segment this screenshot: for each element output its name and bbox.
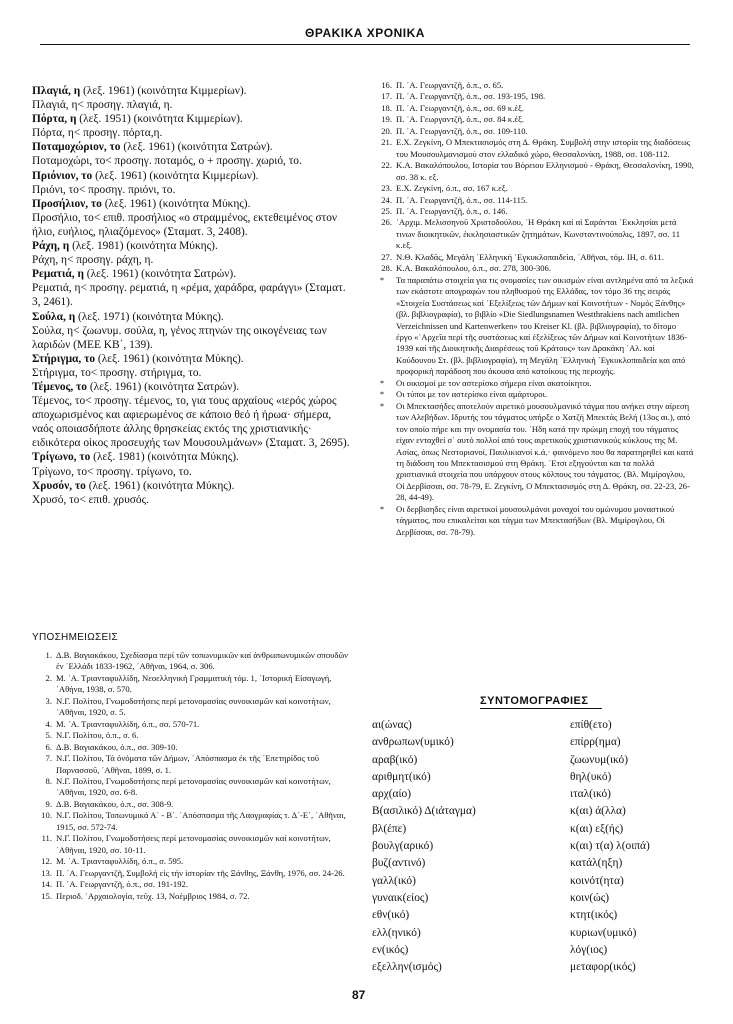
footnote-text: Ν.Γ. Πολίτου, Γνωμοδοτήσεις περί μετονομασίας συνοικισμῶν καί κοινοτήτων, ΄Αθῆναι, 1920, σσ. 10-11. — [56, 833, 331, 855]
entry-heading-line — [32, 380, 354, 394]
entry-heading-line — [32, 112, 354, 126]
entry-heading-line — [32, 310, 354, 324]
footnote-number: 24. — [381, 194, 392, 205]
footnote — [372, 389, 694, 400]
footnote-number: 16. — [381, 80, 392, 90]
footnote — [32, 776, 354, 799]
abbreviation: θηλ(υκό) — [570, 770, 612, 783]
entry-heading-line — [32, 479, 354, 493]
footnote-text: Ν.Θ. Κλαδᾶς, Μεγάλη ΄Ελληνική ΄Εγκυκλοπαιδεία, ΄Αθῆναι, τόμ. ΙΗ, σ. 611. — [396, 251, 664, 262]
entry-body: Ρεματιά, η< προσηγ. ρεματιά, η «ρέμα, χαράδρα, φαράγγι» (Σταματ. 3, 2461). — [32, 282, 346, 309]
entry — [32, 169, 354, 197]
entry-meta: (λεξ. 1961) (κοινότητα Μύκης). — [95, 352, 244, 365]
footnote-text: Ν.Γ. Πολίτου, ό.π., σ. 6. — [56, 730, 139, 741]
entry-meta: (λεξ. 1961) (κοινότητα Σατρών). — [83, 268, 237, 281]
abbreviation: επίθ(ετο) — [570, 719, 612, 731]
footnote — [372, 195, 694, 206]
footnote-text: Ν.Γ. Πολίτου, Τοπωνυμικά Α΄ - Β΄. ΄Απόσπασμα τῆς Λαογραφίας τ. Δ΄-Ε΄, ΄Αθῆναι, 1915, σσ. 572-74. — [56, 810, 346, 832]
footnote-number: * — [379, 400, 385, 411]
footnote-text: Μ. ΄Α. Τριανταφυλλίδη, Νεοελληνική Γραμματική τόμ. 1, ΄Ιστορική Εἰσαγωγή, ΄Αθήνα, 1938, σ. 570. — [56, 672, 332, 695]
footnote-text: Ε.Χ. Ζεγκίνη, ό.π., σσ. 167 κ.εξ. — [396, 183, 508, 194]
footnote-text: Π. ΄Α. Γεωργαντζῆ, ό.π., σ. 146. — [396, 205, 508, 216]
footnote — [32, 742, 354, 753]
footnote — [32, 856, 354, 867]
entry-head: Σούλα, η — [32, 310, 76, 323]
footnote-number: * — [379, 503, 385, 514]
footnote — [32, 696, 354, 719]
abbreviations-right — [570, 717, 650, 976]
footnote-text: Ν.Γ. Πολίτου, Τά ὀνόματα τῶν Δήμων, ΄Απόσπασμα ἐκ τῆς ΄Επετηρίδος τοῦ Παρνασσοῦ, ΄Αθῆναι, 1899, σ. 1. — [56, 753, 320, 775]
entry-heading-line — [32, 169, 354, 183]
entry-body: Στήριγμα, το< προσηγ. στήριγμα, το. — [32, 366, 202, 379]
abbreviations-rule — [480, 708, 602, 709]
abbreviation: κοινότ(ητα) — [570, 874, 624, 887]
footnote-number: 5. — [45, 730, 52, 741]
abbreviation: κ(αι) τ(α) λ(οιπά) — [570, 840, 650, 853]
entry-head: Στήριγμα, το — [32, 352, 96, 365]
abbreviation: αι(ώνας) — [372, 719, 412, 731]
footnote — [372, 103, 694, 114]
entry-head: Ποταμοχώριον, το — [32, 141, 121, 154]
entry — [32, 267, 354, 309]
footnote — [372, 378, 694, 389]
footnote — [372, 275, 694, 378]
entry — [32, 380, 354, 450]
footnote-text: Π. ΄Α. Γεωργαντζῆ, ό.π., σσ. 109-110. — [396, 125, 528, 136]
footnote-number: 26. — [381, 217, 392, 228]
footnote-number: 11. — [41, 833, 52, 844]
abbreviation: κοιν(ώς) — [570, 891, 609, 904]
entry-meta: (λεξ. 1961) (κοινότητα Μύκης). — [101, 197, 251, 210]
footnote-text: Π. ΄Α. Γεωργαντζῆ, ό.π., σσ. 114-115. — [396, 194, 528, 205]
footnote — [372, 137, 694, 160]
entry-heading-line — [32, 267, 354, 281]
footnote-text: Οι δερβισηδες είναι αιρετικοί μουσουλμάνοι μοναχοί του ομώνυμου μοναστικού τάγματος, που επικαλείται και τάγμα των Μπεκτασήδων (Βλ. Μιμίρογλου, Οἱ Δερβίσσαι, σσ. 78-79). — [396, 503, 675, 537]
entry-meta: (λεξ. 1981) (κοινότητα Μύκης). — [69, 240, 218, 253]
entry-meta: (λεξ. 1961) (κοινότητα Σατρών). — [120, 141, 273, 154]
entry-head: Ράχη, η — [32, 240, 70, 253]
footnote — [32, 730, 354, 741]
abbreviations-title: ΣΥΝΤΟΜΟΓΡΑΦΙΕΣ — [480, 695, 589, 707]
entry-meta: (λεξ. 1961) (κοινότητα Σατρών). — [86, 380, 240, 393]
footnote-number: 28. — [381, 263, 392, 274]
footnote-text: Δ.Β. Βαγιακάκου, Σχεδίασμα περί τῶν τοπωνυμικῶν καί ἀνθρωπωνυμικῶν σπουδῶν ἐν ΄Ελλάδι 1833-1962, ΄Αθῆναι, 1964, σ. 306. — [56, 650, 349, 672]
abbreviation: κατάλ(ηξη) — [570, 857, 623, 870]
footnote — [32, 799, 354, 810]
footnote-number: 17. — [381, 91, 392, 102]
abbreviation: ελλ(ηνικό) — [372, 926, 421, 939]
footnote-text: Κ.Α. Βακαλόπουλου, Ιστορία του Βόρειου Ελληνισμού - Θράκη, Θεσσαλονίκη, 1990, σσ. 38 κ. εξ. — [396, 160, 694, 182]
footnote-text: Δ.Β. Βαγιακάκου, ό.π., σσ. 309-10. — [56, 741, 178, 752]
footnote — [372, 114, 694, 125]
footnote-text: Μ. ΄Α. Τριανταφυλλίδη, ό.π., σσ. 570-71. — [56, 718, 200, 729]
footnote-text: Κ.Α. Βακαλόπουλου, ό.π., σσ. 278, 300-306. — [396, 263, 551, 274]
footnote-number: 22. — [381, 160, 392, 171]
footnote-number: * — [379, 377, 385, 388]
footnote — [372, 126, 694, 137]
footnote-number: 15. — [41, 890, 52, 901]
abbreviation: αραβ(ικό) — [372, 753, 418, 766]
footnote-text: Τα παραπάτω στοιχεία για τις ονομασίες των οικισμών είναι αντλημένα από τα λεξικά των εκάστοτε απογραφών του πληθυσμού της Ελλάδας, τον τόμο 36 της σειράς «Στοιχεία Συστάσεως καί ΄Εξελίξεως τῶν Δήμων καί Κοινοτήτων - Νομός Ξάνθης» (βλ. βιβλιογραφία), το βιβλίο «Die Siedlungsnamen Westthrakiens nach amtlichen Verzeichnissen und Kartenwerken» του Kreiser Kl. (βλ. βιβλιογραφία), το δίτομο έργο «΄Αρχεῖα περί τῆς συστάσεως καί ἐξελίξεως τῶν Δήμων καί Κοινοτήτων 1836-1939 καί τῆς Διοικητικῆς Διαιρέσεως τοῦ Κράτους» των Δρακάκη ΄Αλ. καί Κούδουνου Στ. (βλ. βιβλιογραφία), τη Μεγάλη ΄Ελληνική ΄Εγκυκλοπαιδεία και από προφορική παράδοση που άκουσα από κατοίκους της περιοχής. — [396, 274, 694, 377]
footnote — [32, 868, 354, 879]
footnote-number: * — [379, 274, 385, 285]
footnote — [32, 891, 354, 902]
abbreviation: Β(ασιλικό) Δ(ιάταγμα) — [372, 805, 476, 818]
entry-head: Πριόνιον, το — [32, 169, 93, 182]
abbreviation: αρχ(αίο) — [372, 788, 412, 801]
footnote-text: Π. ΄Α. Γεωργαντζῆ, ό.π., σ. 65. — [396, 80, 504, 90]
footnote-number: 18. — [381, 102, 392, 113]
footnote-text: Οι τύποι με τον αστερίσκο είναι αμάρτυροι. — [396, 389, 548, 400]
abbreviation: κ(αι) ά(λλα) — [570, 805, 626, 818]
entry-head: Προσήλιον, το — [32, 197, 102, 210]
footnote-text: Οι Μπεκτασήδες αποτελούν αιρετικό μουσουλμανικό τάγμα που ανήκει στην αίρεση των Αλεβήδων. Ιδρυτής του τάγματος υπήρξε ο Χατζή Μπεκτάς Βελή (13ος αι.), από τον οποίο πήρε και την ονομασία του. ΄Ηδη κατά την πρώιμη εποχή του τάγματος είχαν ενταχθεί σ΄ αυτό πολλοί από τους αιρετικούς χριστιανικούς κύκλους της Μ. Ασίας, όπως Νεστοριανοί, Παυλικιανοί κ.ά.· φαινόμενο που θα παρατηρηθεί και κατά τη διάδοση του Μπεκτασισμού στη Θράκη. ΄Ετσι εξηγούνται και τα πολλά χριστιανικά στοιχεία που υπάρχουν στους κόλπους του τάγματος. (Βλ. Μιμίρογλου, Οἱ Δερβίσσαι, σσ. 78-79, Ε. Ζεγκίνη, Ο Μπεκτασισμός στη Δ. Θράκη, σσ. 22-23, 26-28, 44-49). — [396, 400, 694, 503]
footnote-text: Δ.Β. Βαγιακάκου, ό.π., σσ. 308-9. — [56, 798, 174, 809]
abbreviation: εν(ικός) — [372, 943, 409, 956]
abbreviation: ιταλ(ικό) — [570, 788, 611, 801]
footnote-text: Π. ΄Α. Γεωργαντζῆ, ό.π., σσ. 84 κ.ἑξ. — [396, 114, 524, 125]
entry-body: Πόρτα, η< προσηγ. πόρτα,η. — [32, 127, 163, 140]
abbreviation: βλ(έπε) — [372, 822, 407, 835]
entry — [32, 197, 354, 239]
entry-head: Τρίγωνο, το — [32, 451, 91, 464]
footnote-number: 14. — [41, 879, 52, 890]
entry-body: Χρυσό, το< επιθ. χρυσός. — [32, 493, 149, 506]
footnote — [32, 879, 354, 890]
entry-meta: (λεξ. 1971) (κοινότητα Μύκης). — [75, 310, 224, 323]
entry-head: Πλαγιά, η — [32, 85, 81, 97]
footnote — [372, 183, 694, 194]
footnote — [32, 719, 354, 730]
entry — [32, 239, 354, 267]
entry-head: Τέμενος, το — [32, 380, 87, 393]
footnotes-right — [372, 80, 694, 538]
footnote — [372, 91, 694, 102]
footnote-text: Ν.Γ. Πολίτου, Γνωμοδοτήσεις περί μετονομασίας συνοικισμῶν καί κοινοτήτων, ΄Αθῆναι, 1920, σσ. 6-8. — [56, 775, 331, 798]
notes-heading: ΥΠΟΣΗΜΕΙΩΣΕΙΣ — [32, 632, 119, 643]
abbreviation: κυριων(υμικό) — [570, 926, 637, 939]
abbreviation: μεταφορ(ικός) — [570, 961, 636, 974]
footnote-number: 21. — [381, 137, 392, 148]
entry-heading-line — [32, 352, 354, 366]
abbreviations-left — [372, 717, 476, 976]
entry — [32, 140, 354, 168]
entry-head: Ρεματιά, η — [32, 268, 84, 281]
entry-heading-line — [32, 450, 354, 464]
abbreviation: επίρρ(ημα) — [570, 736, 621, 749]
entry-heading-line — [32, 197, 354, 211]
footnote — [372, 160, 694, 183]
entry-body: Τρίγωνο, το< προσηγ. τρίγωνο, το. — [32, 465, 192, 478]
footnote — [372, 80, 694, 91]
entry-head: Χρυσόν, το — [32, 479, 86, 492]
footnote-number: 7. — [45, 753, 52, 764]
footnote — [372, 252, 694, 263]
abbreviation: γυναικ(είος) — [372, 891, 429, 904]
footnote — [32, 810, 354, 833]
footnote-text: Π. ΄Α. Γεωργαντζῆ, ό.π., σσ. 191-192. — [56, 879, 188, 890]
footnote-number: 23. — [381, 183, 392, 194]
entry-meta: (λεξ. 1951) (κοινότητα Κιμμερίων). — [76, 113, 243, 126]
footnote — [32, 753, 354, 776]
footnote-number: 27. — [381, 251, 392, 262]
footnote-number: 20. — [381, 125, 392, 136]
footnote — [32, 833, 354, 856]
entry-heading-line — [32, 140, 354, 154]
footnote-text: Π. ΄Α. Γεωργαντζῆ, ό.π., σσ. 69 κ.ἑξ. — [396, 102, 524, 113]
entry-meta: (λεξ. 1961) (κοινότητα Κιμμερίων). — [80, 85, 247, 97]
entries-column — [32, 84, 354, 507]
entry-body: Σούλα, η< ζωωνυμ. σούλα, η, γένος πτηνών της οικογένειας των λαριδών (ΜΕΕ ΚΒ΄, 139). — [32, 324, 327, 351]
footnote-text: Μ. ΄Α. Τριανταφυλλίδη, ό.π., σ. 595. — [56, 856, 184, 867]
running-header: ΘΡΑΚΙΚΑ ΧΡΟΝΙΚΑ — [305, 26, 425, 40]
entry-body: Πλαγιά, η< προσηγ. πλαγιά, η. — [32, 99, 173, 112]
entry-body: Προσήλιο, το< επιθ. προσήλιος «ο στραμμένος, εκτεθειμένος στον ήλιο, ευήλιος, ηλιαζόμενος» (Σταματ. 3, 2408). — [32, 211, 338, 238]
entry — [32, 112, 354, 140]
abbreviation: γαλλ(ικό) — [372, 874, 416, 887]
header-rule — [40, 44, 690, 45]
footnote-number: 12. — [41, 856, 52, 867]
abbreviation: αριθμητ(ικό) — [372, 770, 431, 783]
footnote — [372, 401, 694, 504]
abbreviation: κτητ(ικός) — [570, 909, 618, 922]
footnote-number: 25. — [381, 205, 392, 216]
entry-body: Τέμενος, το< προσηγ. τέμενος, το, για τους αρχαίους «ιερός χώρος αποχωρισμένος και αφιερωμένος σε κάποιο θεό ή ήρωα· σήμερα, ναός οποιασδήποτε άλλης θρησκείας εκτός της χριστιανικής· ειδικότερα οίκος προσευχής των Μουσουλμάνων» (Σταματ. 3, 2695). — [32, 395, 350, 450]
footnote — [372, 206, 694, 217]
footnote-number: 8. — [45, 775, 52, 786]
entry — [32, 310, 354, 352]
footnote-number: 1. — [45, 650, 52, 660]
footnote — [372, 217, 694, 251]
abbreviation: εθν(ικό) — [372, 909, 410, 922]
entry-body: Ποταμοχώρι, το< προσηγ. ποταμός, ο + προσηγ. χωριό, το. — [32, 155, 302, 168]
abbreviation: ζωωνυμ(ικό) — [570, 753, 629, 766]
abbreviation: βυζ(αντινό) — [372, 857, 426, 870]
entry-meta: (λεξ. 1961) (κοινότητα Κιμμερίων). — [92, 169, 259, 182]
footnote — [32, 673, 354, 696]
footnote — [372, 263, 694, 274]
abbreviation: κ(αι) εξ(ής) — [570, 822, 624, 835]
footnote-number: 6. — [45, 741, 52, 752]
footnote-number: * — [379, 389, 385, 400]
entry-head: Πόρτα, η — [32, 113, 77, 126]
footnote-number: 10. — [41, 810, 52, 821]
entry-meta: (λεξ. 1961) (κοινότητα Μύκης). — [85, 479, 235, 492]
footnote — [372, 504, 694, 538]
footnote-text: Ν.Γ. Πολίτου, Γνωμοδοτήσεις περί μετονομασίας συνοικισμῶν καί κοινοτήτων, ΄Αθῆναι, 1920, σ. 5. — [56, 695, 331, 718]
footnote-number: 19. — [381, 114, 392, 125]
abbreviation: βουλγ(αρικό) — [372, 840, 434, 853]
entry-body: Πριόνι, το< προσηγ. πριόνι, το. — [32, 183, 176, 196]
entry — [32, 479, 354, 507]
entry-meta: (λεξ. 1981) (κοινότητα Μύκης). — [90, 451, 239, 464]
footnote-number: 9. — [45, 798, 52, 809]
footnote-number: 4. — [45, 718, 52, 729]
footnotes-left — [32, 650, 354, 902]
footnote-number: 2. — [45, 672, 52, 683]
abbreviation: ανθρωπων(υμικό) — [372, 736, 454, 749]
footnote-number: 3. — [45, 695, 52, 706]
footnote-text: Περιοδ. ΄Αρχαιολογία, τεῦχ. 13, Νοέμβριος 1984, σ. 72. — [56, 890, 250, 901]
abbreviation: εξελλην(ισμός) — [372, 961, 442, 974]
footnote-number: 13. — [41, 867, 52, 878]
entry — [32, 450, 354, 478]
footnote-text: Οι οικισμοί με τον αστερίσκο σήμερα είναι ακατοίκητοι. — [396, 377, 592, 388]
footnote-text: ΄Αρχιμ. Μελισσηνοῦ Χριστοδούλου, ΄Η Θράκη καί αἱ Σαράνται ΄Εκκλησίαι μετά τινων διοικητικῶν, ἐκκλησιαστικῶν ζητημάτων, Κωνσταντινούπολις, 1897, σσ. 11 κ.εξ. — [396, 217, 680, 251]
entry-heading-line — [32, 239, 354, 253]
footnote-text: Π. ΄Α. Γεωργαντζῆ, ό.π., σσ. 193-195, 198. — [396, 91, 546, 102]
entry-body: Ράχη, η< προσηγ. ράχη, η. — [32, 254, 154, 267]
page-number: 87 — [352, 988, 366, 1002]
footnote-text: Π. ΄Α. Γεωργαντζῆ, Συμβολή εἰς τήν ἱστορίαν τῆς Ξάνθης, Ξάνθη, 1976, σσ. 24-26. — [56, 867, 345, 878]
entry — [32, 352, 354, 380]
entry — [32, 84, 354, 112]
abbreviation: λόγ(ιος) — [570, 943, 608, 956]
footnote-text: Ε.Χ. Ζεγκίνη, Ο Μπεκτασισμός στη Δ. Θράκη. Συμβολή στην ιστορία της διαδόσεως του Μουσουλμανισμού στον ελλαδικό χώρο, Θεσσαλονίκη, 1988, σσ. 108-112. — [396, 137, 691, 159]
footnote — [32, 650, 354, 673]
entry-heading-line — [32, 84, 354, 98]
